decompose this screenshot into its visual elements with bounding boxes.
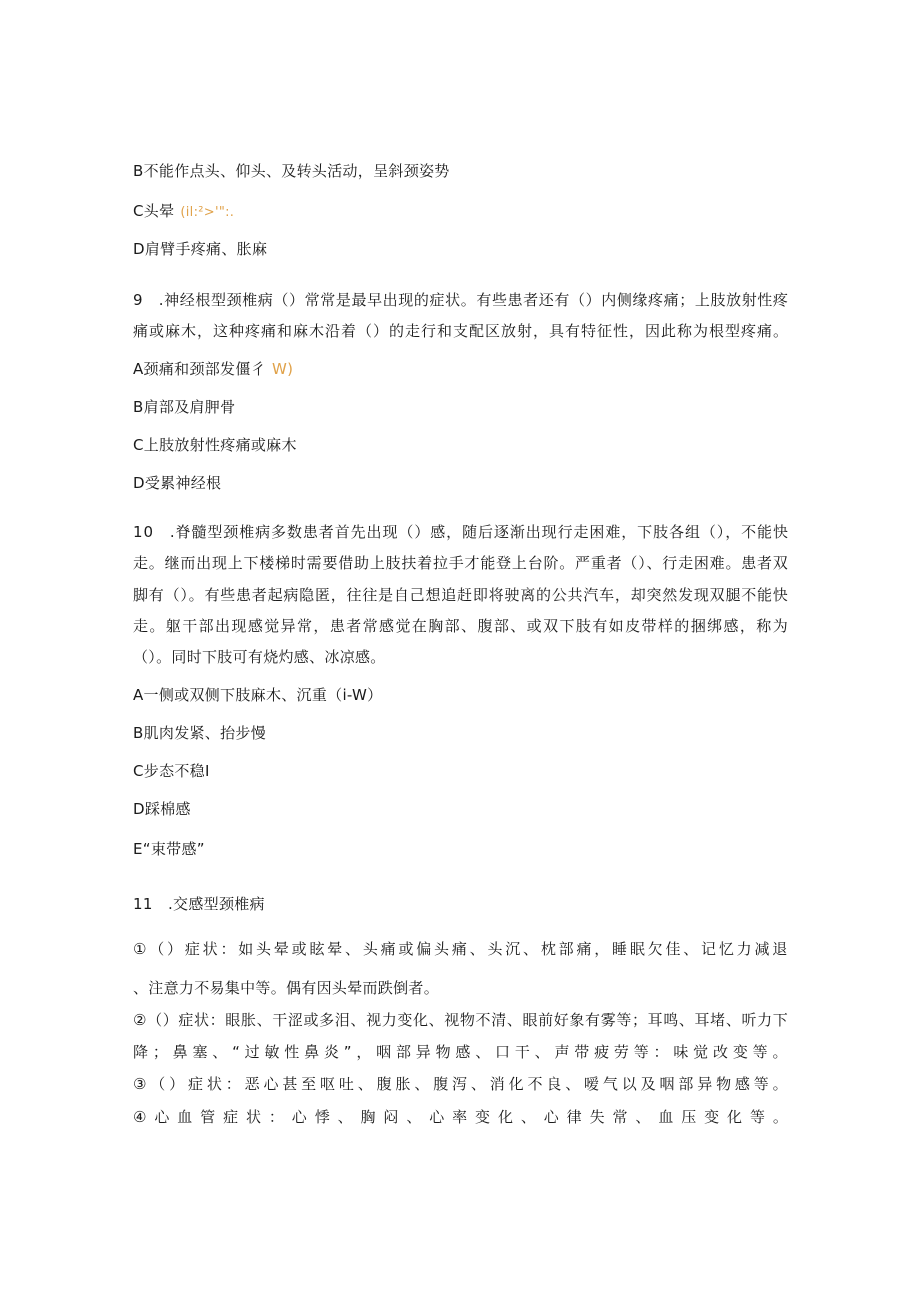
q8-option-c: [133, 201, 234, 223]
q10-stem-line-2: 走。继而出现上下楼梯时需要借助上肢扶着拉手才能登上台阶。严重者（）、行走困难。患者双: [133, 554, 789, 572]
q10-option-b: B肌肉发紧、抬步慢: [133, 724, 266, 742]
q8-option-b: B不能作点头、仰头、及转头活动，呈斜颈姿势: [133, 162, 450, 180]
q11-item-3: ③（）症状：恶心甚至呕吐、腹胀、腹泻、消化不良、嗳气以及咽部异物感等。: [133, 1075, 792, 1093]
q11-item-1-line-2: 、注意力不易集中等。偶有因头晕而跌倒者。: [133, 979, 440, 997]
q10-option-a: A一侧或双侧下肢麻木、沉重（i-W）: [133, 686, 383, 704]
q10-option-c: C步态不稳I: [133, 762, 210, 780]
q9-option-b: B肩部及肩胛骨: [133, 398, 236, 416]
q10-stem-line-1: 10 .脊髓型颈椎病多数患者首先出现（）感，随后逐渐出现行走困难，下肢各组（），不能快: [133, 523, 789, 541]
q8-option-c-text: C头晕: [133, 202, 175, 220]
q9-option-a-text: A颈痛和颈部发僵彳: [133, 360, 266, 378]
q10-stem-line-3: 脚有（）。有些患者起病隐匿，往往是自己想追赶即将驶离的公共汽车，却突然发现双腿不能快: [133, 586, 789, 604]
q10-stem-line-5: （）。同时下肢可有烧灼感、冰凉感。: [133, 648, 386, 666]
q11-item-1-line-1: ①（）症状：如头晕或眩晕、头痛或偏头痛、头沉、枕部痛，睡眠欠佳、记忆力减退: [133, 940, 791, 958]
q9-option-d: D受累神经根: [133, 474, 222, 492]
q11-stem: 11 .交感型颈椎病: [133, 895, 265, 913]
q10-option-d: D踩棉感: [133, 800, 191, 818]
q11-item-4: ④心血管症状：心悸、胸闷、心率变化、心律失常、血压变化等。: [133, 1108, 796, 1126]
q8-option-d: D肩臂手疼痛、胀麻: [133, 240, 268, 258]
q11-item-2-line-1: ②（）症状：眼胀、干涩或多泪、视力变化、视物不清、眼前好象有雾等；耳鸣、耳堵、听力下: [133, 1011, 789, 1029]
q8-option-c-mark: (il:²>'":.: [180, 205, 235, 220]
q9-stem-line-1: 9 .神经根型颈椎病（）常常是最早出现的症状。有些患者还有（）内侧缘疼痛；上肢放射性疼: [133, 291, 789, 309]
q10-option-e: E“束带感”: [133, 840, 205, 858]
q9-stem-line-2: 痛或麻木，这种疼痛和麻木沿着（）的走行和支配区放射，具有特征性，因此称为根型疼痛。: [133, 322, 790, 340]
q9-option-a: [133, 359, 293, 379]
q9-option-a-mark: W): [271, 360, 294, 378]
q11-item-2-line-2: 降；鼻塞、“过敏性鼻炎”，咽部异物感、口干、声带疲劳等：味觉改变等。: [133, 1043, 793, 1061]
q10-stem-line-4: 走。躯干部出现感觉异常，患者常感觉在胸部、腹部、或双下肢有如皮带样的捆绑感，称为: [133, 617, 790, 635]
q9-option-c: C上肢放射性疼痛或麻木: [133, 436, 297, 454]
